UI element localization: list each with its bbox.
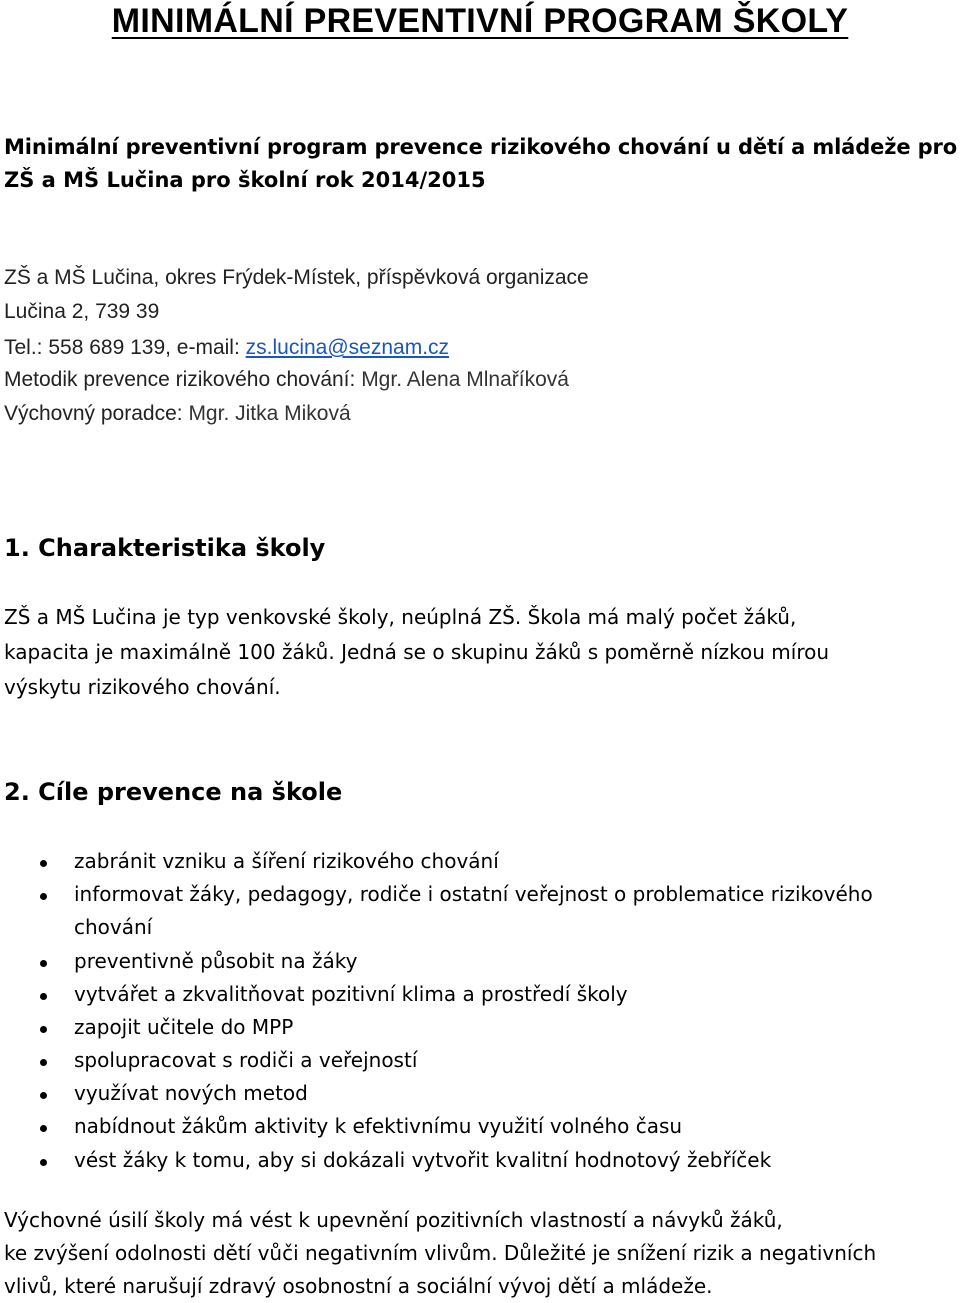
list-item-text: zabránit vzniku a šíření rizikového chování	[74, 849, 499, 873]
educational-advisor	[4, 402, 351, 426]
list-item-continuation: chování	[74, 915, 153, 939]
list-item-text: vést žáky k tomu, aby si dokázali vytvořit kvalitní hodnotový žebříček	[74, 1148, 772, 1172]
phone-text: Tel.: 558 689 139, e-mail:	[4, 336, 246, 359]
closing-line-1: Výchovné úsilí školy má vést k upevnění pozitivních vlastností a návyků žáků,	[4, 1208, 783, 1232]
school-address: Lučina 2, 739 39	[4, 300, 160, 323]
email-link[interactable]: zs.lucina@seznam.cz	[245, 336, 450, 359]
advisor-label: Výchovný poradce:	[4, 402, 189, 425]
section-2-heading: 2. Cíle prevence na škole	[4, 778, 343, 806]
section-1-heading: 1. Charakteristika školy	[4, 534, 326, 562]
bullet-dot-icon	[40, 1026, 47, 1033]
prevention-methodist	[4, 368, 569, 392]
document-title: MINIMÁLNÍ PREVENTIVNÍ PROGRAM ŠKOLY	[111, 2, 849, 40]
advisor-name: Mgr. Jitka Miková	[188, 402, 351, 425]
bullet-dot-icon	[40, 860, 47, 867]
closing-line-3: vlivů, které narušují zdravý osobnostní a sociální vývoj dětí a mládeže.	[4, 1274, 713, 1298]
section-1-line-2: kapacita je maximálně 100 žáků. Jedná se o skupinu žáků s poměrně nízkou mírou	[4, 640, 830, 664]
methodist-name: Mgr. Alena Mlnaříková	[361, 368, 569, 391]
school-phone-email	[4, 336, 449, 360]
closing-line-2: ke zvýšení odolnosti dětí vůči negativním vlivům. Důležité je snížení rizik a negativních	[4, 1241, 877, 1265]
bullet-dot-icon	[40, 1159, 47, 1166]
list-item-text: využívat nových metod	[74, 1081, 308, 1105]
list-item-text: zapojit učitele do MPP	[74, 1015, 294, 1039]
school-organization: ZŠ a MŠ Lučina, okres Frýdek-Místek, příspěvková organizace	[4, 266, 589, 289]
methodist-label: Metodik prevence rizikového chování:	[4, 368, 362, 391]
subtitle-line-2: ZŠ a MŠ Lučina pro školní rok 2014/2015	[4, 168, 486, 192]
bullet-dot-icon	[40, 1059, 47, 1066]
section-1-line-3: výskytu rizikového chování.	[4, 675, 281, 699]
list-item-text: informovat žáky, pedagogy, rodiče i ostatní veřejnost o problematice rizikového	[74, 882, 873, 906]
subtitle-line-1-text: Minimální preventivní program prevence rizikového chování u dětí a mládeže pro	[4, 135, 958, 159]
bullet-dot-icon	[40, 993, 47, 1000]
bullet-dot-icon	[40, 960, 47, 967]
list-item-text: nabídnout žákům aktivity k efektivnímu využití volného času	[74, 1114, 683, 1138]
list-item-text: preventivně působit na žáky	[74, 949, 358, 973]
list-item-text: spolupracovat s rodiči a veřejností	[74, 1048, 418, 1072]
section-1-line-1: ZŠ a MŠ Lučina je typ venkovské školy, neúplná ZŠ. Škola má malý počet žáků,	[4, 605, 797, 629]
subtitle-line-1	[4, 135, 956, 159]
bullet-dot-icon	[40, 1092, 47, 1099]
list-item-text: vytvářet a zkvalitňovat pozitivní klima a prostředí školy	[74, 982, 628, 1006]
bullet-dot-icon	[40, 893, 47, 900]
bullet-dot-icon	[40, 1125, 47, 1132]
